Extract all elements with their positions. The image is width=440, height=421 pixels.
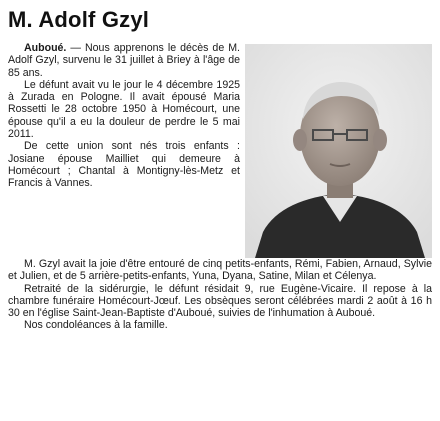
paragraph-5: Retraité de la sidérurgie, le défunt résidait 9, rue Eugène-Vicaire. Il repose à la chambre funéraire Homécourt-Jœuf. Les obsèques seront célébrées mardi 2 août à 16 h 30 en l'église Saint-Jean-Baptiste d'Auboué, suivies de l'inhumation à Auboué. xyxy=(8,282,432,320)
text-column-lower xyxy=(8,258,432,332)
text-column-upper xyxy=(8,42,240,190)
paragraph-6: Nos condoléances à la famille. xyxy=(24,319,168,332)
paragraph-4: M. Gzyl avait la joie d'être entouré de cinq petits-enfants, Rémi, Fabien, Arnaud, Sylvie et Julien, et de 5 arrière-petits-enfants, Yuna, Dyana, Satine, Milan et Célenya. xyxy=(8,258,432,283)
portrait-photo xyxy=(245,44,432,258)
photo-ear-right xyxy=(373,129,387,151)
portrait-photo-icon xyxy=(245,44,432,258)
paragraph-3: De cette union sont nés trois enfants : Josiane épouse Mailliet qui demeure à Homécourt ; Chantal à Montigny-lès-Metz et Francis à Vannes. xyxy=(8,140,240,190)
photo-ear-left xyxy=(293,129,307,151)
paragraph-2: Le défunt avait vu le jour le 4 décembre 1925 à Zurada en Pologne. Il avait épousé Maria Rossetti le 28 octobre 1950 à Homécourt, une épouse qu'il a eu la douleur de perdre le 5 mai 2011. xyxy=(8,78,240,141)
paragraph-1-text: — Nous apprenons le décès de M. Adolf Gzyl, survenu le 31 juillet à Briey à l'âge de 85 ans. xyxy=(8,42,240,79)
lead-place: Auboué. xyxy=(24,42,67,54)
headline: M. Adolf Gzyl xyxy=(8,7,150,32)
paragraph-1 xyxy=(8,42,240,79)
